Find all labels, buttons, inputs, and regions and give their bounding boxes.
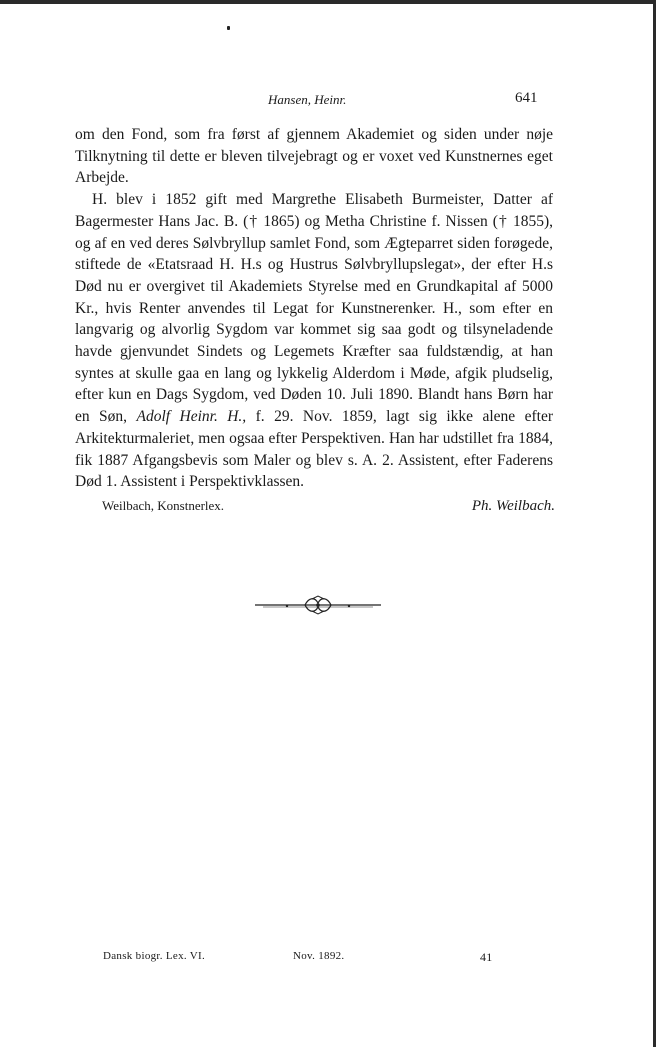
ornamental-divider-icon	[255, 594, 381, 618]
running-head: Hansen, Heinr.	[268, 92, 347, 107]
source-reference: Weilbach, Konstnerlex.	[102, 498, 225, 513]
footer-signature-mark: 41	[480, 950, 493, 964]
page-number: 641	[515, 90, 538, 106]
son-name: Adolf Heinr. H.,	[136, 408, 247, 426]
article-body	[75, 124, 553, 493]
paragraph-2	[75, 189, 553, 493]
source-line	[102, 498, 555, 515]
paragraph-2-text-end: f. 29. Nov. 1859, lagt sig ikke alene efter Arkitekturmaleriet, men ogsaa efter Perspektiven. Han har udstillet fra 1884, fik 1887 Afgangsbevis som Maler og blev s. A. 2. Assistent, efter Faderens Død 1. Assistent i Perspektivklassen.	[75, 408, 553, 491]
author-signature: Ph. Weilbach.	[471, 498, 555, 514]
scan-edge-top	[0, 0, 656, 4]
paragraph-2-text-start: H. blev i 1852 gift med Margrethe Elisabeth Burmeister, Datter af Bagermester Hans Jac. B. († 1865) og Metha Christine f. Nissen († 1855), og af en ved deres Sølvbryllup samlet Fond, som Ægteparret siden forøgede, stiftede de «Etatsraad H. H.s og Hustrus Sølvbryllupslegat», der efter H.s Død nu er overgivet til Akademiets Styrelse med en Grundkapital af 5000 Kr., hvis Renter anvendes til Legat for Kunstnerenker. H., som efter en langvarig og alvorlig Sygdom var kommet sig saa godt og tilsyneladende havde gjenvundet Sindets og Legemets Kræfter saa fuldstændig, at han syntes at skulle gaa en lang og lykkelig Alderdom i Møde, afgik pludselig, efter kun en Dags Sygdom, ved Døden 10. Juli 1890. Blandt hans Børn har en Søn,	[75, 191, 553, 426]
footer-work-title: Dansk biogr. Lex. VI.	[103, 950, 206, 962]
footer-date: Nov. 1892.	[293, 950, 345, 962]
ink-speck	[227, 26, 230, 30]
paragraph-1: om den Fond, som fra først af gjennem Akademiet og siden under nøje Tilknytning til dette er bleven tilvejebragt og er voxet ved Kunstnernes eget Arbejde.	[75, 126, 553, 187]
